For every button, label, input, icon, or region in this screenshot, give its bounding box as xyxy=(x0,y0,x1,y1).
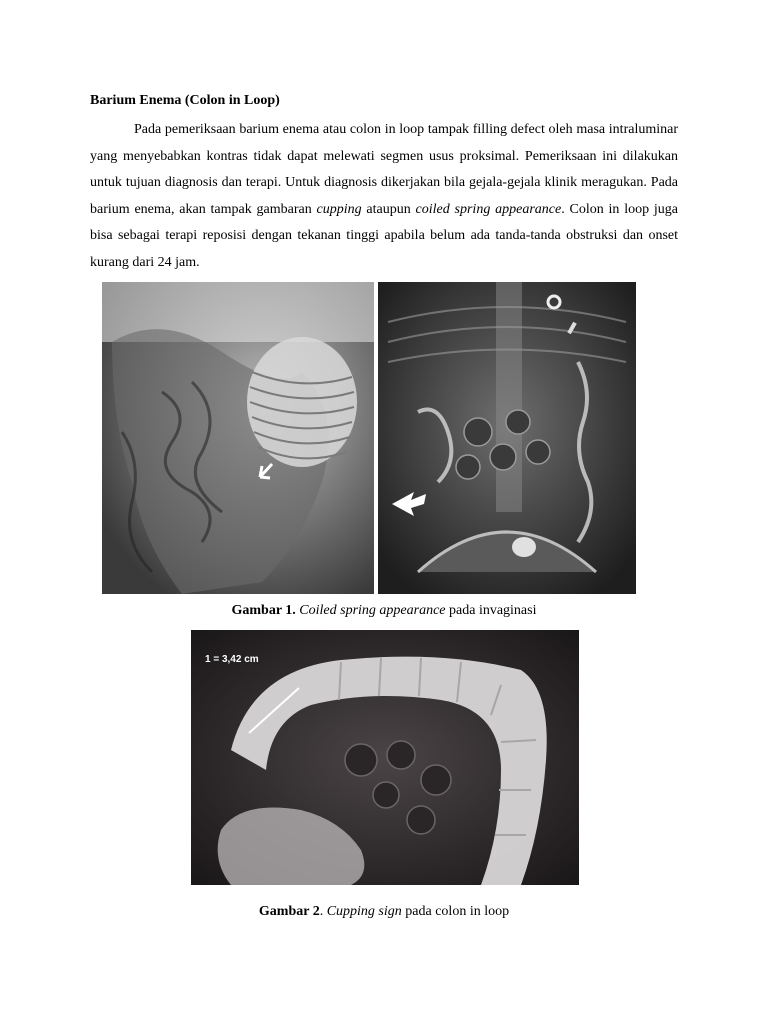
figure1-caption-label: Gambar 1. xyxy=(231,603,296,618)
figure1-caption-rest: pada invaginasi xyxy=(445,603,537,618)
figure2-caption-rest: pada colon in loop xyxy=(401,904,510,919)
figure1-right-xray xyxy=(378,282,636,594)
measurement-label: 1 = 3,42 cm xyxy=(205,654,259,665)
para-text-2: ataupun xyxy=(361,201,416,217)
figure1-caption-italic: Coiled spring appearance xyxy=(299,603,446,618)
para-italic-cupping: cupping xyxy=(316,201,362,217)
figure2-caption xyxy=(0,904,768,920)
para-italic-coiled: coiled spring appearance xyxy=(415,201,562,217)
figure2-xray xyxy=(191,630,579,885)
section-heading: Barium Enema (Colon in Loop) xyxy=(90,93,280,108)
para-text-1: Pada pemeriksaan barium enema atau colon in loop tampak filling defect oleh masa intraluminar yang menyebabkan kontras tidak dapat melewati segmen usus proksimal. Pemeriksaan ini dilakukan untuk tujuan diagnosis dan terapi. Untuk diagnosis dikerjakan bila gejala-gejala klinik meragukan. Pada barium enema, akan tampak gambaran xyxy=(90,122,678,217)
para-text-3: . Colon in loop juga bisa sebagai terapi reposisi dengan tekanan tinggi apabila belum ada tanda-tanda obstruksi dan onset kurang dari 24 jam. xyxy=(90,201,679,270)
figure1-caption xyxy=(0,603,768,619)
body-paragraph xyxy=(90,117,678,276)
figure2-caption-sep: . xyxy=(319,904,327,919)
figure2-caption-label: Gambar 2 xyxy=(258,904,320,919)
figure1-left-xray xyxy=(102,282,374,594)
figure2-caption-italic: Cupping sign xyxy=(326,904,402,919)
